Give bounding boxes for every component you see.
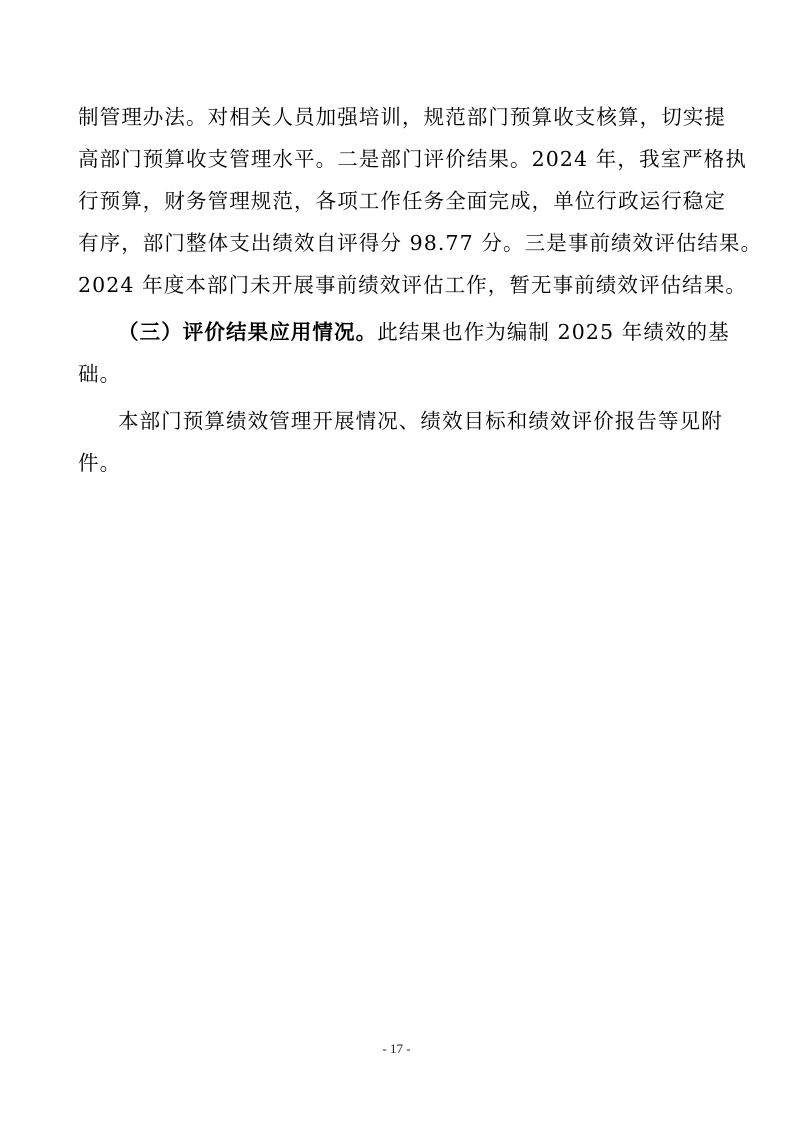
body-text-line: 制管理办法。对相关人员加强培训，规范部门预算收支核算，切实提	[78, 105, 726, 129]
body-text-line: 有序，部门整体支出绩效自评得分 98.77 分。三是事前绩效评估结果。	[78, 231, 763, 255]
body-text-line: 2024 年度本部门未开展事前绩效评估工作，暂无事前绩效评估结果。	[78, 273, 747, 297]
body-text-line: 行预算，财务管理规范，各项工作任务全面完成，单位行政运行稳定	[78, 189, 726, 213]
body-text-line: 高部门预算收支管理水平。二是部门评价结果。2024 年，我室严格执	[78, 147, 747, 171]
section-heading: （三）评价结果应用情况。	[118, 320, 378, 344]
section-text: 此结果也作为编制 2025 年绩效的基	[377, 320, 730, 344]
page-number: - 17 -	[382, 1041, 411, 1056]
body-text-line: 本部门预算绩效管理开展情况、绩效目标和绩效评价报告等见附	[118, 409, 723, 433]
body-text-line: 础。	[78, 362, 122, 386]
body-text-line: 件。	[78, 451, 122, 475]
section-paragraph-line	[118, 316, 730, 348]
